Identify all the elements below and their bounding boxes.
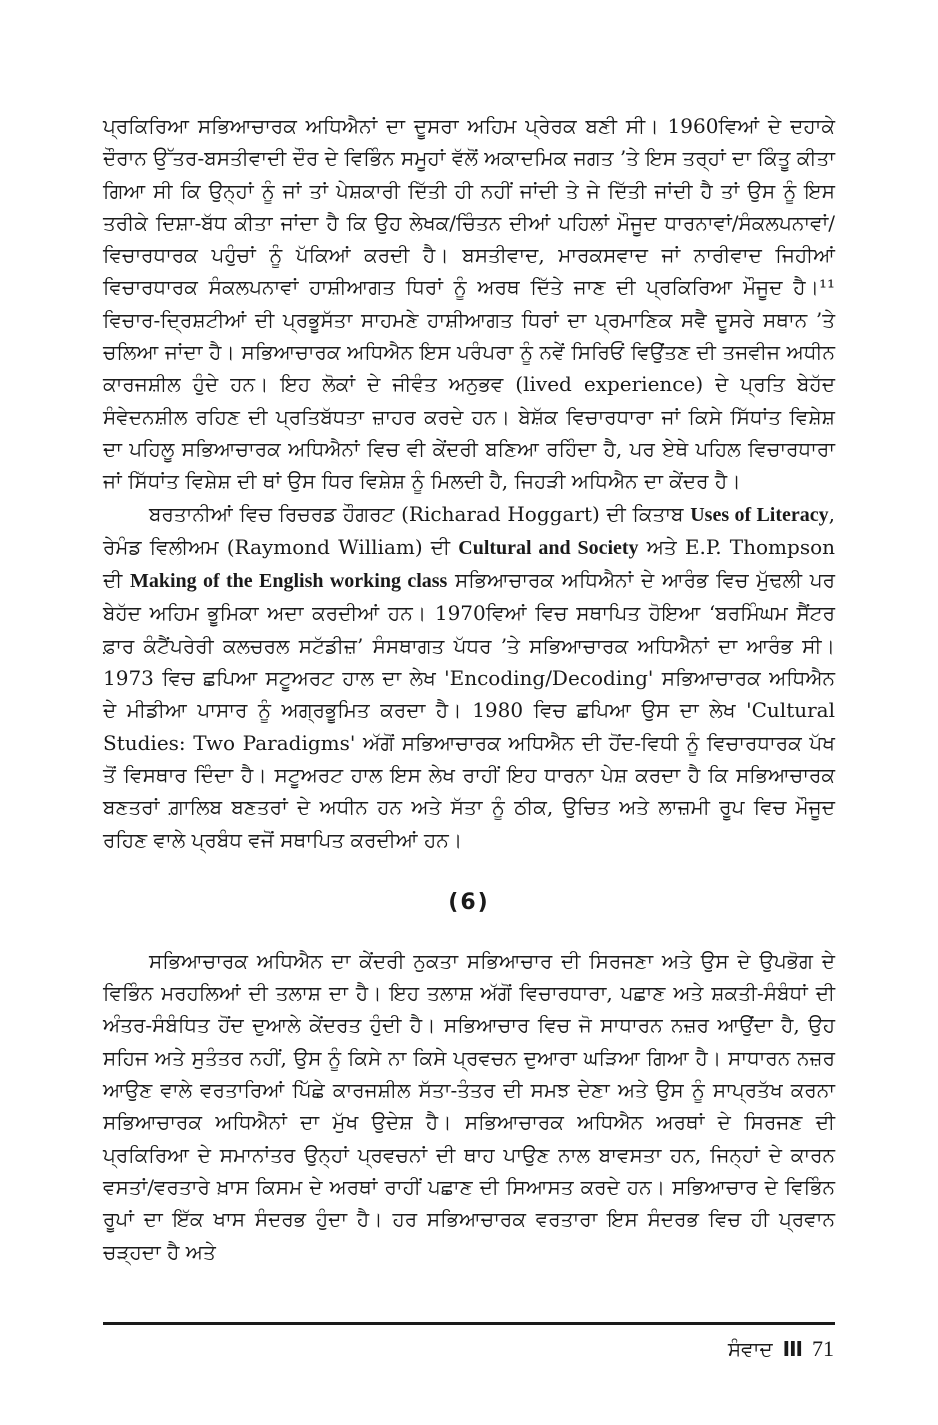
para2-text-4: ਸਭਿਆਚਾਰਕ ਅਧਿਐਨਾਂ ਦੇ ਆਰੰਭ ਵਿਚ ਮੁੱਢਲੀ ਪਰ ਬੇਹੱਦ ਅਹਿਮ ਭੂਮਿਕਾ ਅਦਾ ਕਰਦੀਆਂ ਹਨ। 1970ਵਿਆਂ ਵਿਚ ਸਥਾਪਿਤ ਹੋਇਆ ‘ਬਰਮਿੰਘਮ ਸੈਂਟਰ ਫ਼ਾਰ ਕੰਟੈਂਪਰੇਰੀ ਕਲਚਰਲ ਸਟੱਡੀਜ਼’ ਸੰਸਥਾਗਤ ਪੱਧਰ ’ਤੇ ਸਭਿਆਚਾਰਕ ਅਧਿਐਨਾਂ ਦਾ ਆਰੰਭ ਸੀ। 1973 ਵਿਚ ਛਪਿਆ ਸਟੂਅਰਟ ਹਾਲ ਦਾ ਲੇਖ 'Encoding/Decoding' ਸਭਿਆਚਾਰਕ ਅਧਿਐਨ ਦੇ ਮੀਡੀਆ ਪਾਸਾਰ ਨੂੰ ਅਗ੍ਰਭੂਮਿਤ ਕਰਦਾ ਹੈ। 1980 ਵਿਚ ਛਪਿਆ ਉਸ ਦਾ ਲੇਖ 'Cultural Studies: Two Paradigms' ਅੱਗੋਂ ਸਭਿਆਚਾਰਕ ਅਧਿਐਨ ਦੀ ਹੋਂਦ-ਵਿਧੀ ਨੂੰ ਵਿਚਾਰਧਾਰਕ ਪੱਖ ਤੋਂ ਵਿਸਥਾਰ ਦਿੰਦਾ ਹੈ। ਸਟੂਅਰਟ ਹਾਲ ਇਸ ਲੇਖ ਰਾਹੀਂ ਇਹ ਧਾਰਨਾ ਪੇਸ਼ ਕਰਦਾ ਹੈ ਕਿ ਸਭਿਆਚਾਰਕ ਬਣਤਰਾਂ ਗ਼ਾਲਿਬ ਬਣਤਰਾਂ ਦੇ ਅਧੀਨ ਹਨ ਅਤੇ ਸੱਤਾ ਨੂੰ ਠੀਕ, ਉਚਿਤ ਅਤੇ ਲਾਜ਼ਮੀ ਰੂਪ ਵਿਚ ਮੌਜੂਦ ਰਹਿਣ ਵਾਲੇ ਪ੍ਰਬੰਧ ਵਜੋਂ ਸਥਾਪਿਤ ਕਰਦੀਆਂ ਹਨ। (103, 568, 835, 852)
page-number: 71 (812, 1336, 834, 1361)
book-title-making-of-english-working-class: Making of the English working class (129, 570, 448, 593)
page-footer (728, 1336, 834, 1362)
page-body (103, 110, 835, 1268)
book-title-cultural-and-society: Cultural and Society (458, 536, 639, 559)
para2-text-2: , ਰੇਮੰਡ ਵਿਲੀਅਮ (Raymond William) ਦੀ (103, 501, 836, 559)
footer-rule (103, 1322, 835, 1325)
footer-separator: III (782, 1337, 802, 1361)
paragraph-3: ਸਭਿਆਚਾਰਕ ਅਧਿਐਨ ਦਾ ਕੇਂਦਰੀ ਨੁਕਤਾ ਸਭਿਆਚਾਰ ਦੀ ਸਿਰਜਣਾ ਅਤੇ ਉਸ ਦੇ ਉਪਭੋਗ ਦੇ ਵਿਭਿੰਨ ਮਰਹਲਿਆਂ ਦੀ ਤਲਾਸ਼ ਦਾ ਹੈ। ਇਹ ਤਲਾਸ਼ ਅੱਗੋਂ ਵਿਚਾਰਧਾਰਾ, ਪਛਾਣ ਅਤੇ ਸ਼ਕਤੀ-ਸੰਬੰਧਾਂ ਦੀ ਅੰਤਰ-ਸੰਬੰਧਿਤ ਹੋਂਦ ਦੁਆਲੇ ਕੇਂਦਰਤ ਹੁੰਦੀ ਹੈ। ਸਭਿਆਚਾਰ ਵਿਚ ਜੋ ਸਾਧਾਰਨ ਨਜ਼ਰ ਆਉਂਦਾ ਹੈ, ਉਹ ਸਹਿਜ ਅਤੇ ਸੁਤੰਤਰ ਨਹੀਂ, ਉਸ ਨੂੰ ਕਿਸੇ ਨਾ ਕਿਸੇ ਪ੍ਰਵਚਨ ਦੁਆਰਾ ਘੜਿਆ ਗਿਆ ਹੈ। ਸਾਧਾਰਨ ਨਜ਼ਰ ਆਉਣ ਵਾਲੇ ਵਰਤਾਰਿਆਂ ਪਿੱਛੇ ਕਾਰਜਸ਼ੀਲ ਸੱਤਾ-ਤੰਤਰ ਦੀ ਸਮਝ ਦੇਣਾ ਅਤੇ ਉਸ ਨੂੰ ਸਾਪ੍ਰਤੱਖ ਕਰਨਾ ਸਭਿਆਚਾਰਕ ਅਧਿਐਨਾਂ ਦਾ ਮੁੱਖ ਉਦੇਸ਼ ਹੈ। ਸਭਿਆਚਾਰਕ ਅਧਿਐਨ ਅਰਥਾਂ ਦੇ ਸਿਰਜਣ ਦੀ ਪ੍ਰਕਿਰਿਆ ਦੇ ਸਮਾਨਾਂਤਰ ਉਨ੍ਹਾਂ ਪ੍ਰਵਚਨਾਂ ਦੀ ਥਾਹ ਪਾਉਣ ਨਾਲ ਬਾਵਸਤਾ ਹਨ, ਜਿਨ੍ਹਾਂ ਦੇ ਕਾਰਨ ਵਸਤਾਂ/ਵਰਤਾਰੇ ਖ਼ਾਸ ਕਿਸਮ ਦੇ ਅਰਥਾਂ ਰਾਹੀਂ ਪਛਾਣ ਦੀ ਸਿਆਸਤ ਕਰਦੇ ਹਨ। ਸਭਿਆਚਾਰ ਦੇ ਵਿਭਿੰਨ ਰੂਪਾਂ ਦਾ ਇੱਕ ਖਾਸ ਸੰਦਰਭ ਹੁੰਦਾ ਹੈ। ਹਰ ਸਭਿਆਚਾਰਕ ਵਰਤਾਰਾ ਇਸ ਸੰਦਰਭ ਵਿਚ ਹੀ ਪ੍ਰਵਾਨ ਚੜ੍ਹਦਾ ਹੈ ਅਤੇ (103, 948, 835, 1264)
paragraph-2 (103, 498, 835, 856)
section-heading: (6) (448, 889, 490, 915)
para2-text-1: ਬਰਤਾਨੀਆਂ ਵਿਚ ਰਿਚਰਡ ਹੌਗਰਟ (Richarad Hoggart) ਦੀ ਕਿਤਾਬ (149, 501, 691, 526)
para2-text-3: ਅਤੇ E.P. Thompson ਦੀ (103, 534, 836, 593)
journal-name: ਸੰਵਾਦ (727, 1337, 773, 1361)
paragraph-1: ਪ੍ਰਕਿਰਿਆ ਸਭਿਆਚਾਰਕ ਅਧਿਐਨਾਂ ਦਾ ਦੂਸਰਾ ਅਹਿਮ ਪ੍ਰੇਰਕ ਬਣੀ ਸੀ। 1960ਵਿਆਂ ਦੇ ਦਹਾਕੇ ਦੌਰਾਨ ਉੱਤਰ-ਬਸਤੀਵਾਦੀ ਦੌਰ ਦੇ ਵਿਭਿੰਨ ਸਮੂਹਾਂ ਵੱਲੋਂ ਅਕਾਦਮਿਕ ਜਗਤ ’ਤੇ ਇਸ ਤਰ੍ਹਾਂ ਦਾ ਕਿੰਤੂ ਕੀਤਾ ਗਿਆ ਸੀ ਕਿ ਉਨ੍ਹਾਂ ਨੂੰ ਜਾਂ ਤਾਂ ਪੇਸ਼ਕਾਰੀ ਦਿੱਤੀ ਹੀ ਨਹੀਂ ਜਾਂਦੀ ਤੇ ਜੇ ਦਿੱਤੀ ਜਾਂਦੀ ਹੈ ਤਾਂ ਉਸ ਨੂੰ ਇਸ ਤਰੀਕੇ ਦਿਸ਼ਾ-ਬੱਧ ਕੀਤਾ ਜਾਂਦਾ ਹੈ ਕਿ ਉਹ ਲੇਖਕ/ਚਿੰਤਨ ਦੀਆਂ ਪਹਿਲਾਂ ਮੌਜੂਦ ਧਾਰਨਾਵਾਂ/ਸੰਕਲਪਨਾਵਾਂ/ਵਿਚਾਰਧਾਰਕ ਪਹੁੰਚਾਂ ਨੂੰ ਪੱਕਿਆਂ ਕਰਦੀ ਹੈ। ਬਸਤੀਵਾਦ, ਮਾਰਕਸਵਾਦ ਜਾਂ ਨਾਰੀਵਾਦ ਜਿਹੀਆਂ ਵਿਚਾਰਧਾਰਕ ਸੰਕਲਪਨਾਵਾਂ ਹਾਸ਼ੀਆਗਤ ਧਿਰਾਂ ਨੂੰ ਅਰਥ ਦਿੱਤੇ ਜਾਣ ਦੀ ਪ੍ਰਕਿਰਿਆ ਮੌਜੂਦ ਹੈ।¹¹ ਵਿਚਾਰ-ਦ੍ਰਿਸ਼ਟੀਆਂ ਦੀ ਪ੍ਰਭੂਸੱਤਾ ਸਾਹਮਣੇ ਹਾਸ਼ੀਆਗਤ ਧਿਰਾਂ ਦਾ ਪ੍ਰਮਾਣਿਕ ਸਵੈ ਦੂਸਰੇ ਸਥਾਨ ’ਤੇ ਚਲਿਆ ਜਾਂਦਾ ਹੈ। ਸਭਿਆਚਾਰਕ ਅਧਿਐਨ ਇਸ ਪਰੰਪਰਾ ਨੂੰ ਨਵੇਂ ਸਿਰਿਓਂ ਵਿਉਂਤਣ ਦੀ ਤਜਵੀਜ ਅਧੀਨ ਕਾਰਜਸ਼ੀਲ ਹੁੰਦੇ ਹਨ। ਇਹ ਲੋਕਾਂ ਦੇ ਜੀਵੰਤ ਅਨੁਭਵ (lived experience) ਦੇ ਪ੍ਰਤਿ ਬੇਹੱਦ ਸੰਵੇਦਨਸ਼ੀਲ ਰਹਿਣ ਦੀ ਪ੍ਰਤਿਬੱਧਤਾ ਜ਼ਾਹਰ ਕਰਦੇ ਹਨ। ਬੇਸ਼ੱਕ ਵਿਚਾਰਧਾਰਾ ਜਾਂ ਕਿਸੇ ਸਿੱਧਾਂਤ ਵਿਸ਼ੇਸ਼ ਦਾ ਪਹਿਲੂ ਸਭਿਆਚਾਰਕ ਅਧਿਐਨਾਂ ਵਿਚ ਵੀ ਕੇਂਦਰੀ ਬਣਿਆ ਰਹਿੰਦਾ ਹੈ, ਪਰ ਏਥੇ ਪਹਿਲ ਵਿਚਾਰਧਾਰਾ ਜਾਂ ਸਿੱਧਾਂਤ ਵਿਸ਼ੇਸ਼ ਦੀ ਥਾਂ ਉਸ ਧਿਰ ਵਿਸ਼ੇਸ਼ ਨੂੰ ਮਿਲਦੀ ਹੈ, ਜਿਹੜੀ ਅਧਿਐਨ ਦਾ ਕੇਂਦਰ ਹੈ। (103, 114, 835, 494)
book-title-uses-of-literacy: Uses of Literacy (690, 503, 829, 526)
